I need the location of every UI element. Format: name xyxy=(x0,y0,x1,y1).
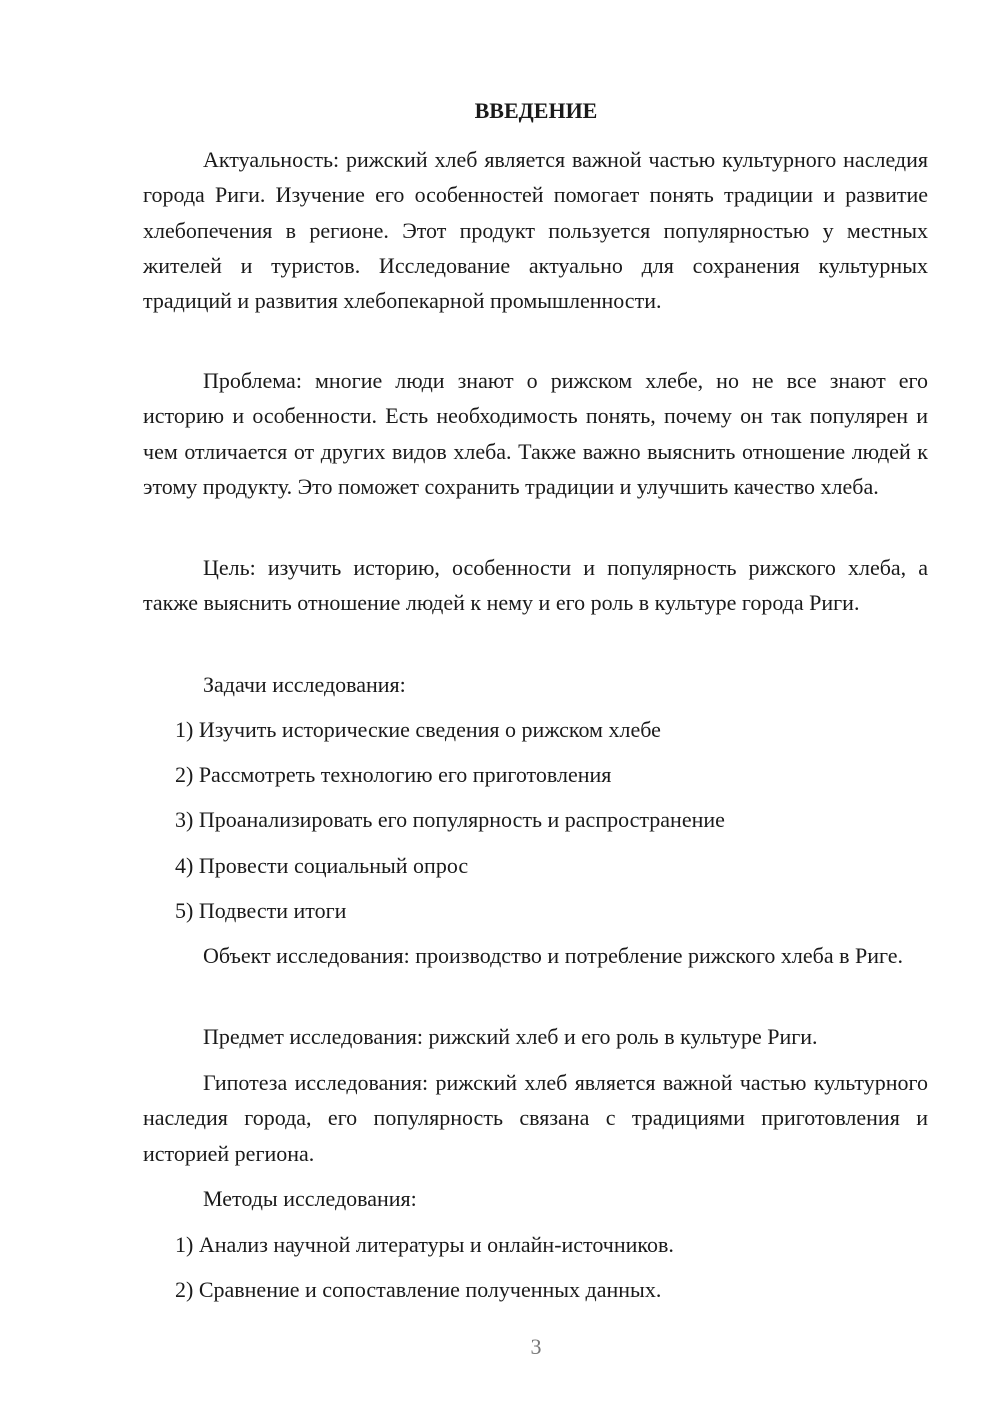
methods-label: Методы исследования: xyxy=(203,1186,417,1211)
task-item-2: 2) Рассмотреть технологию его приготовления xyxy=(175,762,612,787)
paragraph-subject: Предмет исследования: рижский хлеб и его роль в культуре Риги. xyxy=(203,1024,818,1049)
page-number: 3 xyxy=(530,1334,542,1359)
paragraph-problem: Проблема: многие люди знают о рижском хлебе, но не все знают его историю и особенности. Есть необходимость понять, почему он так популярен и чем отличается от других видов хлеба. Также важно выяснить отношение людей к этому продукту. Это поможет сохранить традиции и улучшить качество хлеба. xyxy=(143,368,928,499)
task-item-4: 4) Провести социальный опрос xyxy=(175,853,469,878)
paragraph-hypothesis: Гипотеза исследования: рижский хлеб является важной частью культурного наследия города, его популярность связана с традициями приготовления и историей региона. xyxy=(143,1070,928,1166)
task-item-3: 3) Проанализировать его популярность и распространение xyxy=(175,807,725,832)
tasks-label: Задачи исследования: xyxy=(203,672,406,697)
paragraph-goal: Цель: изучить историю, особенности и популярность рижского хлеба, а также выяснить отношение людей к нему и его роль в культуре города Риги. xyxy=(143,555,928,616)
section-title: ВВЕДЕНИЕ xyxy=(474,98,598,123)
method-item-2: 2) Сравнение и сопоставление полученных данных. xyxy=(175,1277,662,1302)
paragraph-relevance: Актуальность: рижский хлеб является важной частью культурного наследия города Риги. Изучение его особенностей помогает понять традиции и развитие хлебопечения в регионе. Этот продукт пользуется популярностью у местных жителей и туристов. Исследование актуально для сохранения культурных традиций и развития хлебопекарной промышленности. xyxy=(143,147,928,314)
paragraph-object: Объект исследования: производство и потребление рижского хлеба в Риге. xyxy=(203,943,904,968)
task-item-1: 1) Изучить исторические сведения о рижском хлебе xyxy=(175,717,661,742)
method-item-1: 1) Анализ научной литературы и онлайн-источников. xyxy=(175,1232,674,1257)
task-item-5: 5) Подвести итоги xyxy=(175,898,347,923)
